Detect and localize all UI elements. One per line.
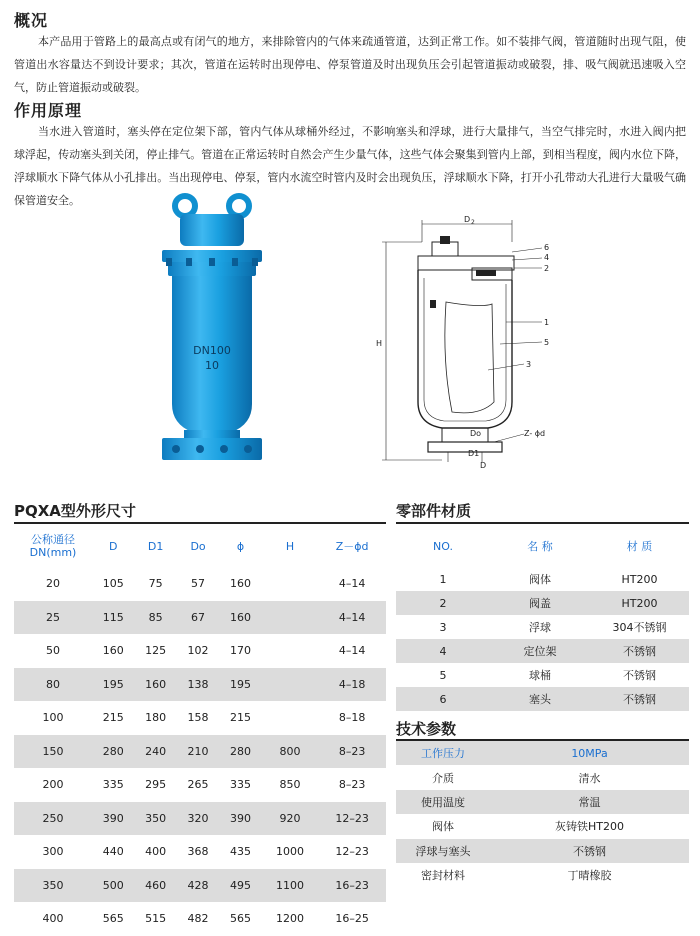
dim-table-cell: 500 xyxy=(102,878,124,892)
dim-table-cell: 350 xyxy=(145,811,167,825)
materials-title: 零部件材质 xyxy=(396,502,472,520)
tech-table-row xyxy=(396,741,689,765)
mat-table-cell: 浮球 xyxy=(529,621,551,634)
tech-table-cell: 灰铸铁HT200 xyxy=(555,820,624,834)
dim-table-cell: 565 xyxy=(229,912,251,926)
dim-table-cell: 25 xyxy=(46,610,60,624)
dim-d2-sub: 2 xyxy=(471,219,475,226)
dim-table-cell: 4–14 xyxy=(338,644,366,658)
dim-table-cell: 280 xyxy=(102,744,124,758)
dim-table-cell xyxy=(262,668,319,702)
dim-table-cell: 335 xyxy=(229,778,251,792)
dim-table-cell: 320 xyxy=(187,811,209,825)
dim-table-cell: 435 xyxy=(229,845,251,859)
tech-table-cell: 清水 xyxy=(578,771,601,785)
dim-table-cell: 210 xyxy=(187,744,209,758)
dim-table-cell: 195 xyxy=(102,677,124,691)
dim-do: Do xyxy=(470,429,482,438)
dim-table-cell: 8–23 xyxy=(338,744,366,758)
photo-label-dn: DN100 xyxy=(193,344,231,357)
tech-title: 技术参数 xyxy=(396,720,457,738)
mat-table-cell: 304不锈钢 xyxy=(612,621,667,634)
dim-table-cell: 250 xyxy=(42,811,64,825)
dim-table-row xyxy=(14,634,386,668)
dim-table-cell: 102 xyxy=(187,644,209,658)
dim-table-cell: 57 xyxy=(191,577,206,591)
mat-table-cell: 定位架 xyxy=(523,645,557,658)
part-label-3: 3 xyxy=(526,360,532,369)
dim-table-cell: 350 xyxy=(42,878,64,892)
part-label-6: 6 xyxy=(544,243,550,252)
tech-table-row xyxy=(396,814,689,838)
mat-header-no: NO. xyxy=(433,539,453,553)
dim-table-cell: 8–18 xyxy=(338,711,366,725)
mat-table-cell: 阀盖 xyxy=(529,597,551,610)
dim-table-cell xyxy=(262,634,319,668)
tech-table xyxy=(396,741,689,887)
dim-table-cell: 160 xyxy=(145,677,167,691)
mat-table-row xyxy=(396,567,689,591)
tech-table-cell: 丁晴橡胶 xyxy=(567,869,612,883)
dim-header-h: H xyxy=(285,539,295,553)
dim-table-row xyxy=(14,902,386,936)
dim-table-cell: 160 xyxy=(102,644,124,658)
dim-header-do: Do xyxy=(190,539,206,553)
mat-table-row xyxy=(396,687,689,711)
dim-table-row xyxy=(14,701,386,735)
dim-table-cell: 4–14 xyxy=(338,610,366,624)
dim-table-cell: 4–14 xyxy=(338,577,366,591)
dim-table-row xyxy=(14,768,386,802)
tech-table-cell: 介质 xyxy=(432,771,454,785)
mat-table-cell: 2 xyxy=(439,596,447,610)
dim-table-cell: 800 xyxy=(279,744,301,758)
part-label-2: 2 xyxy=(544,264,550,273)
mat-header-name: 名 称 xyxy=(527,540,553,553)
part-label-5: 5 xyxy=(544,338,550,347)
dim-table-cell: 12–23 xyxy=(335,811,369,825)
dim-header-dn: 公称通径 DN(mm) xyxy=(29,533,77,559)
tech-table-row xyxy=(396,839,689,863)
dim-zd: Z- ϕd xyxy=(524,429,546,438)
dim-table-cell: 80 xyxy=(46,677,60,691)
mat-table-cell: 5 xyxy=(439,668,447,682)
dim-table-cell: 265 xyxy=(187,778,209,792)
dim-table-cell: 8–23 xyxy=(338,778,366,792)
tech-table-cell: 常温 xyxy=(578,795,601,809)
dim-table-cell: 170 xyxy=(229,644,251,658)
dim-table-cell: 1200 xyxy=(275,912,304,926)
dim-table-cell: 100 xyxy=(42,711,64,725)
mat-table-row xyxy=(396,615,689,639)
dim-table-cell: 160 xyxy=(229,577,251,591)
dimensions-table xyxy=(14,525,386,936)
part-label-4: 4 xyxy=(544,253,550,262)
mat-table-cell: 阀体 xyxy=(529,573,551,586)
tech-table-cell: 使用温度 xyxy=(421,795,465,809)
dim-table-cell: 105 xyxy=(102,577,124,591)
dim-table-cell xyxy=(262,701,319,735)
mat-table-cell: 1 xyxy=(439,572,447,586)
mat-table-row xyxy=(396,591,689,615)
dim-table-cell: 280 xyxy=(229,744,251,758)
overview-text: 本产品用于管路上的最高点或有闭气的地方，来排除管内的气体来疏通管道，达到正常工作。如不装排气阀，管道随时出现气阻，使管道出水容量达不到设计要求；其次，管道在运转时出现停电、停泵管道及时出现负压会引起管道振动或破裂，排、吸气阀就迅速吸入空气，防止管道振动或破裂。 xyxy=(14,35,686,94)
dim-table-row xyxy=(14,601,386,635)
dim-header-d: D xyxy=(108,539,118,553)
dim-table-cell: 215 xyxy=(229,711,251,725)
dim-header-zd: Z－ϕd xyxy=(335,540,369,553)
dim-table-cell: 160 xyxy=(229,610,251,624)
dim-table-cell: 240 xyxy=(145,744,167,758)
dim-table-cell: 85 xyxy=(148,610,163,624)
tech-table-cell: 不锈钢 xyxy=(573,844,606,858)
dim-table-cell: 75 xyxy=(148,577,163,591)
dim-table-cell: 158 xyxy=(187,711,209,725)
mat-table-cell: 4 xyxy=(439,644,447,658)
dim-table-cell: 138 xyxy=(187,677,209,691)
tech-table-cell: 工作压力 xyxy=(421,747,465,761)
dim-table-cell: 850 xyxy=(279,778,301,792)
mat-table-cell: 6 xyxy=(439,692,447,706)
dim-table-cell: 400 xyxy=(42,912,64,926)
tech-table-cell: 密封材料 xyxy=(421,869,465,883)
dim-table-row xyxy=(14,835,386,869)
tech-table-cell: 浮球与塞头 xyxy=(415,844,471,858)
technical-drawing xyxy=(372,212,562,474)
dim-table-cell: 16–23 xyxy=(335,878,369,892)
dim-table-cell: 115 xyxy=(102,610,124,624)
mat-table-row xyxy=(396,639,689,663)
dim-table-cell: 565 xyxy=(102,912,124,926)
mat-table-cell: HT200 xyxy=(621,596,658,610)
dimensions-rule xyxy=(14,522,386,524)
dim-table-cell: 125 xyxy=(145,644,167,658)
dim-table-cell: 150 xyxy=(42,744,64,758)
mat-table-cell: HT200 xyxy=(621,572,658,586)
dim-table-cell: 200 xyxy=(42,778,64,792)
dim-table-cell: 12–23 xyxy=(335,845,369,859)
dim-table-cell: 195 xyxy=(229,677,251,691)
dim-table-cell: 20 xyxy=(46,577,60,591)
dim-header-phi: ϕ xyxy=(236,539,245,553)
tech-table-cell: 阀体 xyxy=(432,820,454,834)
mat-table-cell: 塞头 xyxy=(529,693,551,706)
dim-table-cell: 390 xyxy=(229,811,251,825)
dim-d1: D1 xyxy=(468,449,480,458)
mat-table-cell: 不锈钢 xyxy=(623,669,656,682)
dim-table-cell: 50 xyxy=(46,644,60,658)
dim-table-cell xyxy=(262,601,319,635)
dim-table-row xyxy=(14,668,386,702)
materials-rule xyxy=(396,522,689,524)
dim-table-cell: 482 xyxy=(187,912,209,926)
dim-header-d1: D1 xyxy=(147,539,164,553)
mat-header-material: 材 质 xyxy=(626,540,653,553)
dim-table-row xyxy=(14,735,386,769)
dim-d2: D xyxy=(464,215,471,224)
dim-table-cell: 215 xyxy=(102,711,124,725)
dim-table-cell: 295 xyxy=(145,778,167,792)
principle-text: 当水进入管道时，塞头停在定位架下部，管内气体从球桶外经过，不影响塞头和浮球，进行大量排气，当空气排完时，水进入阀内把球浮起，传动塞头到关闭，停止排气。管道在正常运转时自然会产生少量气体，这些气体会聚集到管内上部，到相当程度，阀内水位下降，浮球顺水下降气体从小孔排出。当出现停电、停泵，管内水流空时管内及时会出现负压，浮球顺水下降，打开小孔带动大孔进行大量吸气确保管道安全。 xyxy=(14,125,686,207)
dim-table-cell: 67 xyxy=(191,610,206,624)
dim-d: D xyxy=(480,461,487,470)
tech-table-row xyxy=(396,765,689,789)
dim-table-cell: 4–18 xyxy=(338,677,366,691)
dim-table-cell: 180 xyxy=(145,711,167,725)
dim-table-cell: 335 xyxy=(102,778,124,792)
dim-h: H xyxy=(376,339,383,348)
dim-table-cell: 440 xyxy=(102,845,124,859)
mat-table-cell: 不锈钢 xyxy=(623,693,656,706)
dim-table-cell: 460 xyxy=(145,878,167,892)
materials-table xyxy=(396,525,689,711)
dim-table-cell: 515 xyxy=(145,912,167,926)
tech-table-row xyxy=(396,790,689,814)
dim-table-row xyxy=(14,802,386,836)
overview-title: 概况 xyxy=(14,11,49,30)
dim-table-row xyxy=(14,869,386,903)
dim-table-cell: 368 xyxy=(187,845,209,859)
dim-table-cell: 920 xyxy=(279,811,301,825)
dim-table-cell: 1000 xyxy=(275,845,304,859)
dim-table-cell: 390 xyxy=(102,811,124,825)
principle-title: 作用原理 xyxy=(14,101,83,120)
photo-label-pn: 10 xyxy=(205,359,219,372)
dim-table-cell: 428 xyxy=(187,878,209,892)
dimensions-title: PQXA型外形尺寸 xyxy=(14,502,136,520)
tech-table-cell: 10MPa xyxy=(571,746,608,760)
dim-table-cell: 400 xyxy=(145,845,167,859)
dim-table-cell xyxy=(262,567,319,601)
tech-table-row xyxy=(396,863,689,887)
dim-table-cell: 16–25 xyxy=(335,912,369,926)
mat-table-row xyxy=(396,663,689,687)
dim-table-row xyxy=(14,567,386,601)
dim-table-cell: 495 xyxy=(229,878,251,892)
dim-table-cell: 300 xyxy=(42,845,64,859)
part-label-1: 1 xyxy=(544,318,550,327)
mat-table-cell: 球桶 xyxy=(529,669,551,682)
mat-table-cell: 不锈钢 xyxy=(623,645,656,658)
mat-table-cell: 3 xyxy=(439,620,447,634)
valve-photo xyxy=(158,192,266,472)
dim-table-cell: 1100 xyxy=(275,878,304,892)
